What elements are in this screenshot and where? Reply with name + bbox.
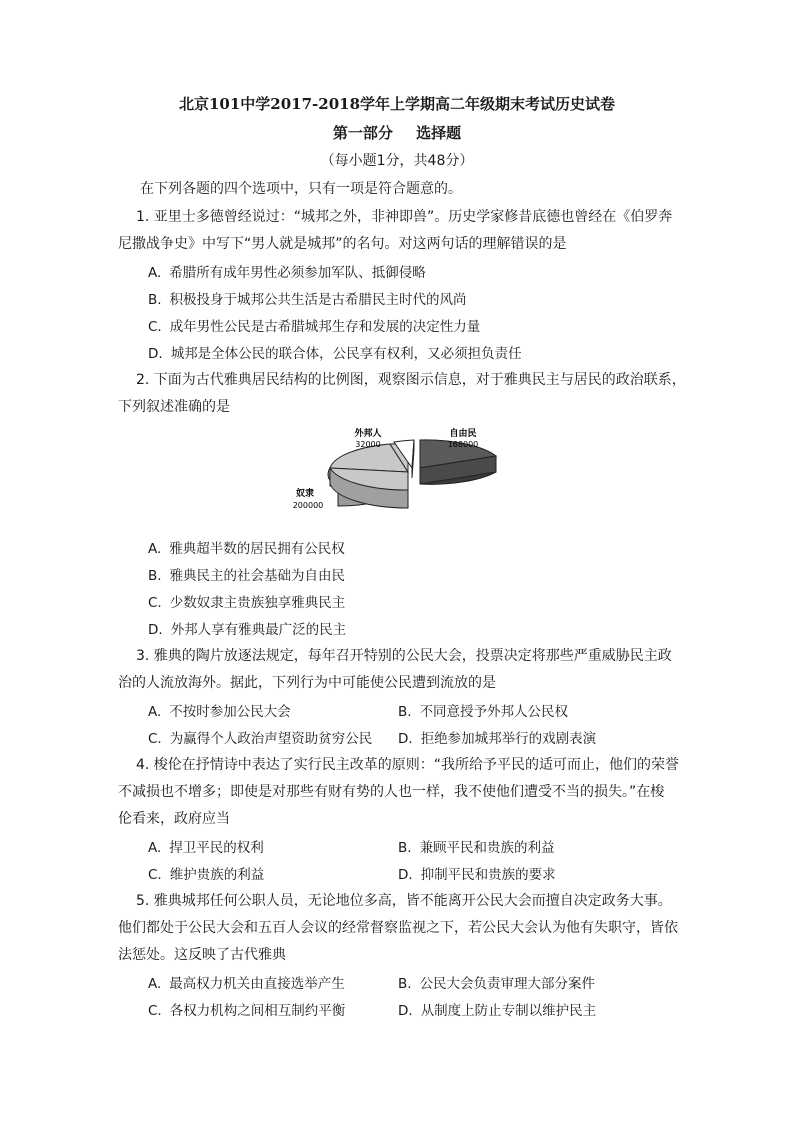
q1-option-c[interactable]: C. 成年男性公民是古希腊城邦生存和发展的决定性力量 xyxy=(148,319,481,335)
q1-stem-line1: 1. 亚里士多德曾经说过：“城邦之外，非神即兽”。历史学家修昔底德也曾经在《伯罗奔 xyxy=(136,209,673,225)
q4-option-c[interactable]: C. 维护贵族的利益 xyxy=(148,867,265,883)
q3-option-d[interactable]: D. 拒绝参加城邦举行的戏剧表演 xyxy=(398,731,597,747)
q4-stem-line1: 4. 梭伦在抒情诗中表达了实行民主改革的原则：“我所给予平民的适可而止，他们的荣誉 xyxy=(136,757,680,773)
label-freemen: 自由民 xyxy=(449,429,477,439)
q5-stem-line3: 法惩处。这反映了古代雅典 xyxy=(118,947,286,963)
q3-stem-line1: 3. 雅典的陶片放逐法规定，每年召开特别的公民大会，投票决定将那些严重威胁民主政 xyxy=(136,648,672,664)
q2-option-c[interactable]: C. 少数奴隶主贵族独享雅典民主 xyxy=(148,595,346,611)
q3-option-b[interactable]: B. 不同意授予外邦人公民权 xyxy=(398,704,569,720)
q5-stem-line1: 5. 雅典城邦任何公职人员，无论地位多高，皆不能离开公民大会而擅自决定政务大事。 xyxy=(136,893,672,909)
instruction: 在下列各题的四个选项中，只有一项是符合题意的。 xyxy=(140,181,462,197)
q5-option-a[interactable]: A. 最高权力机关由直接选举产生 xyxy=(148,976,345,992)
exam-title: 北京101中学2017-2018学年上学期高二年级期末考试历史试卷 xyxy=(178,95,616,113)
q3-option-c[interactable]: C. 为赢得个人政治声望资助贫穷公民 xyxy=(148,731,373,747)
q4-option-b[interactable]: B. 兼顾平民和贵族的利益 xyxy=(398,840,555,856)
q5-option-b[interactable]: B. 公民大会负责审理大部分案件 xyxy=(398,976,596,992)
value-foreigners: 32000 xyxy=(355,440,381,449)
q2-option-d[interactable]: D. 外邦人享有雅典最广泛的民主 xyxy=(148,622,347,638)
q5-stem-line2: 他们都处于公民大会和五百人会议的经常督察监视之下，若公民大会认为他有失职守，皆依 xyxy=(118,920,678,936)
q2-stem-line2: 下列叙述准确的是 xyxy=(118,399,230,415)
q5-option-c[interactable]: C. 各权力机构之间相互制约平衡 xyxy=(148,1003,346,1019)
q1-stem-line2: 尼撒战争史》中写下“男人就是城邦”的名句。对这两句话的理解错误的是 xyxy=(118,236,567,252)
value-slaves: 200000 xyxy=(292,501,324,510)
q2-option-a[interactable]: A. 雅典超半数的居民拥有公民权 xyxy=(148,541,345,557)
q5-option-d[interactable]: D. 从制度上防止专制以维护民主 xyxy=(398,1003,597,1019)
score-note: （每小题1分，共48分） xyxy=(320,153,474,169)
q4-option-a[interactable]: A. 捍卫平民的权利 xyxy=(148,840,264,856)
population-pie-chart xyxy=(280,422,520,522)
value-freemen: 168000 xyxy=(447,440,479,449)
section-title: 第一部分 选择题 xyxy=(332,124,462,142)
q1-option-b[interactable]: B. 积极投身于城邦公共生活是古希腊民主时代的风尚 xyxy=(148,292,467,308)
q4-option-d[interactable]: D. 抑制平民和贵族的要求 xyxy=(398,867,556,883)
q3-option-a[interactable]: A. 不按时参加公民大会 xyxy=(148,704,291,720)
label-foreigners: 外邦人 xyxy=(354,429,382,439)
q1-option-d[interactable]: D. 城邦是全体公民的联合体，公民享有权利，又必须担负责任 xyxy=(148,346,522,362)
q1-option-a[interactable]: A. 希腊所有成年男性必须参加军队、抵御侵略 xyxy=(148,265,426,281)
q4-stem-line3: 伦看来，政府应当 xyxy=(118,811,230,827)
q4-stem-line2: 不减损也不增多；即使是对那些有财有势的人也一样，我不使他们遭受不当的损失。”在梭 xyxy=(118,784,665,800)
q2-option-b[interactable]: B. 雅典民主的社会基础为自由民 xyxy=(148,568,346,584)
q2-stem-line1: 2. 下面为古代雅典居民结构的比例图，观察图示信息，对于雅典民主与居民的政治联系， xyxy=(136,372,686,388)
label-slaves: 奴隶 xyxy=(295,489,315,499)
q3-stem-line2: 治的人流放海外。据此，下列行为中可能使公民遭到流放的是 xyxy=(118,675,496,691)
pie-slice-slaves xyxy=(328,444,408,508)
